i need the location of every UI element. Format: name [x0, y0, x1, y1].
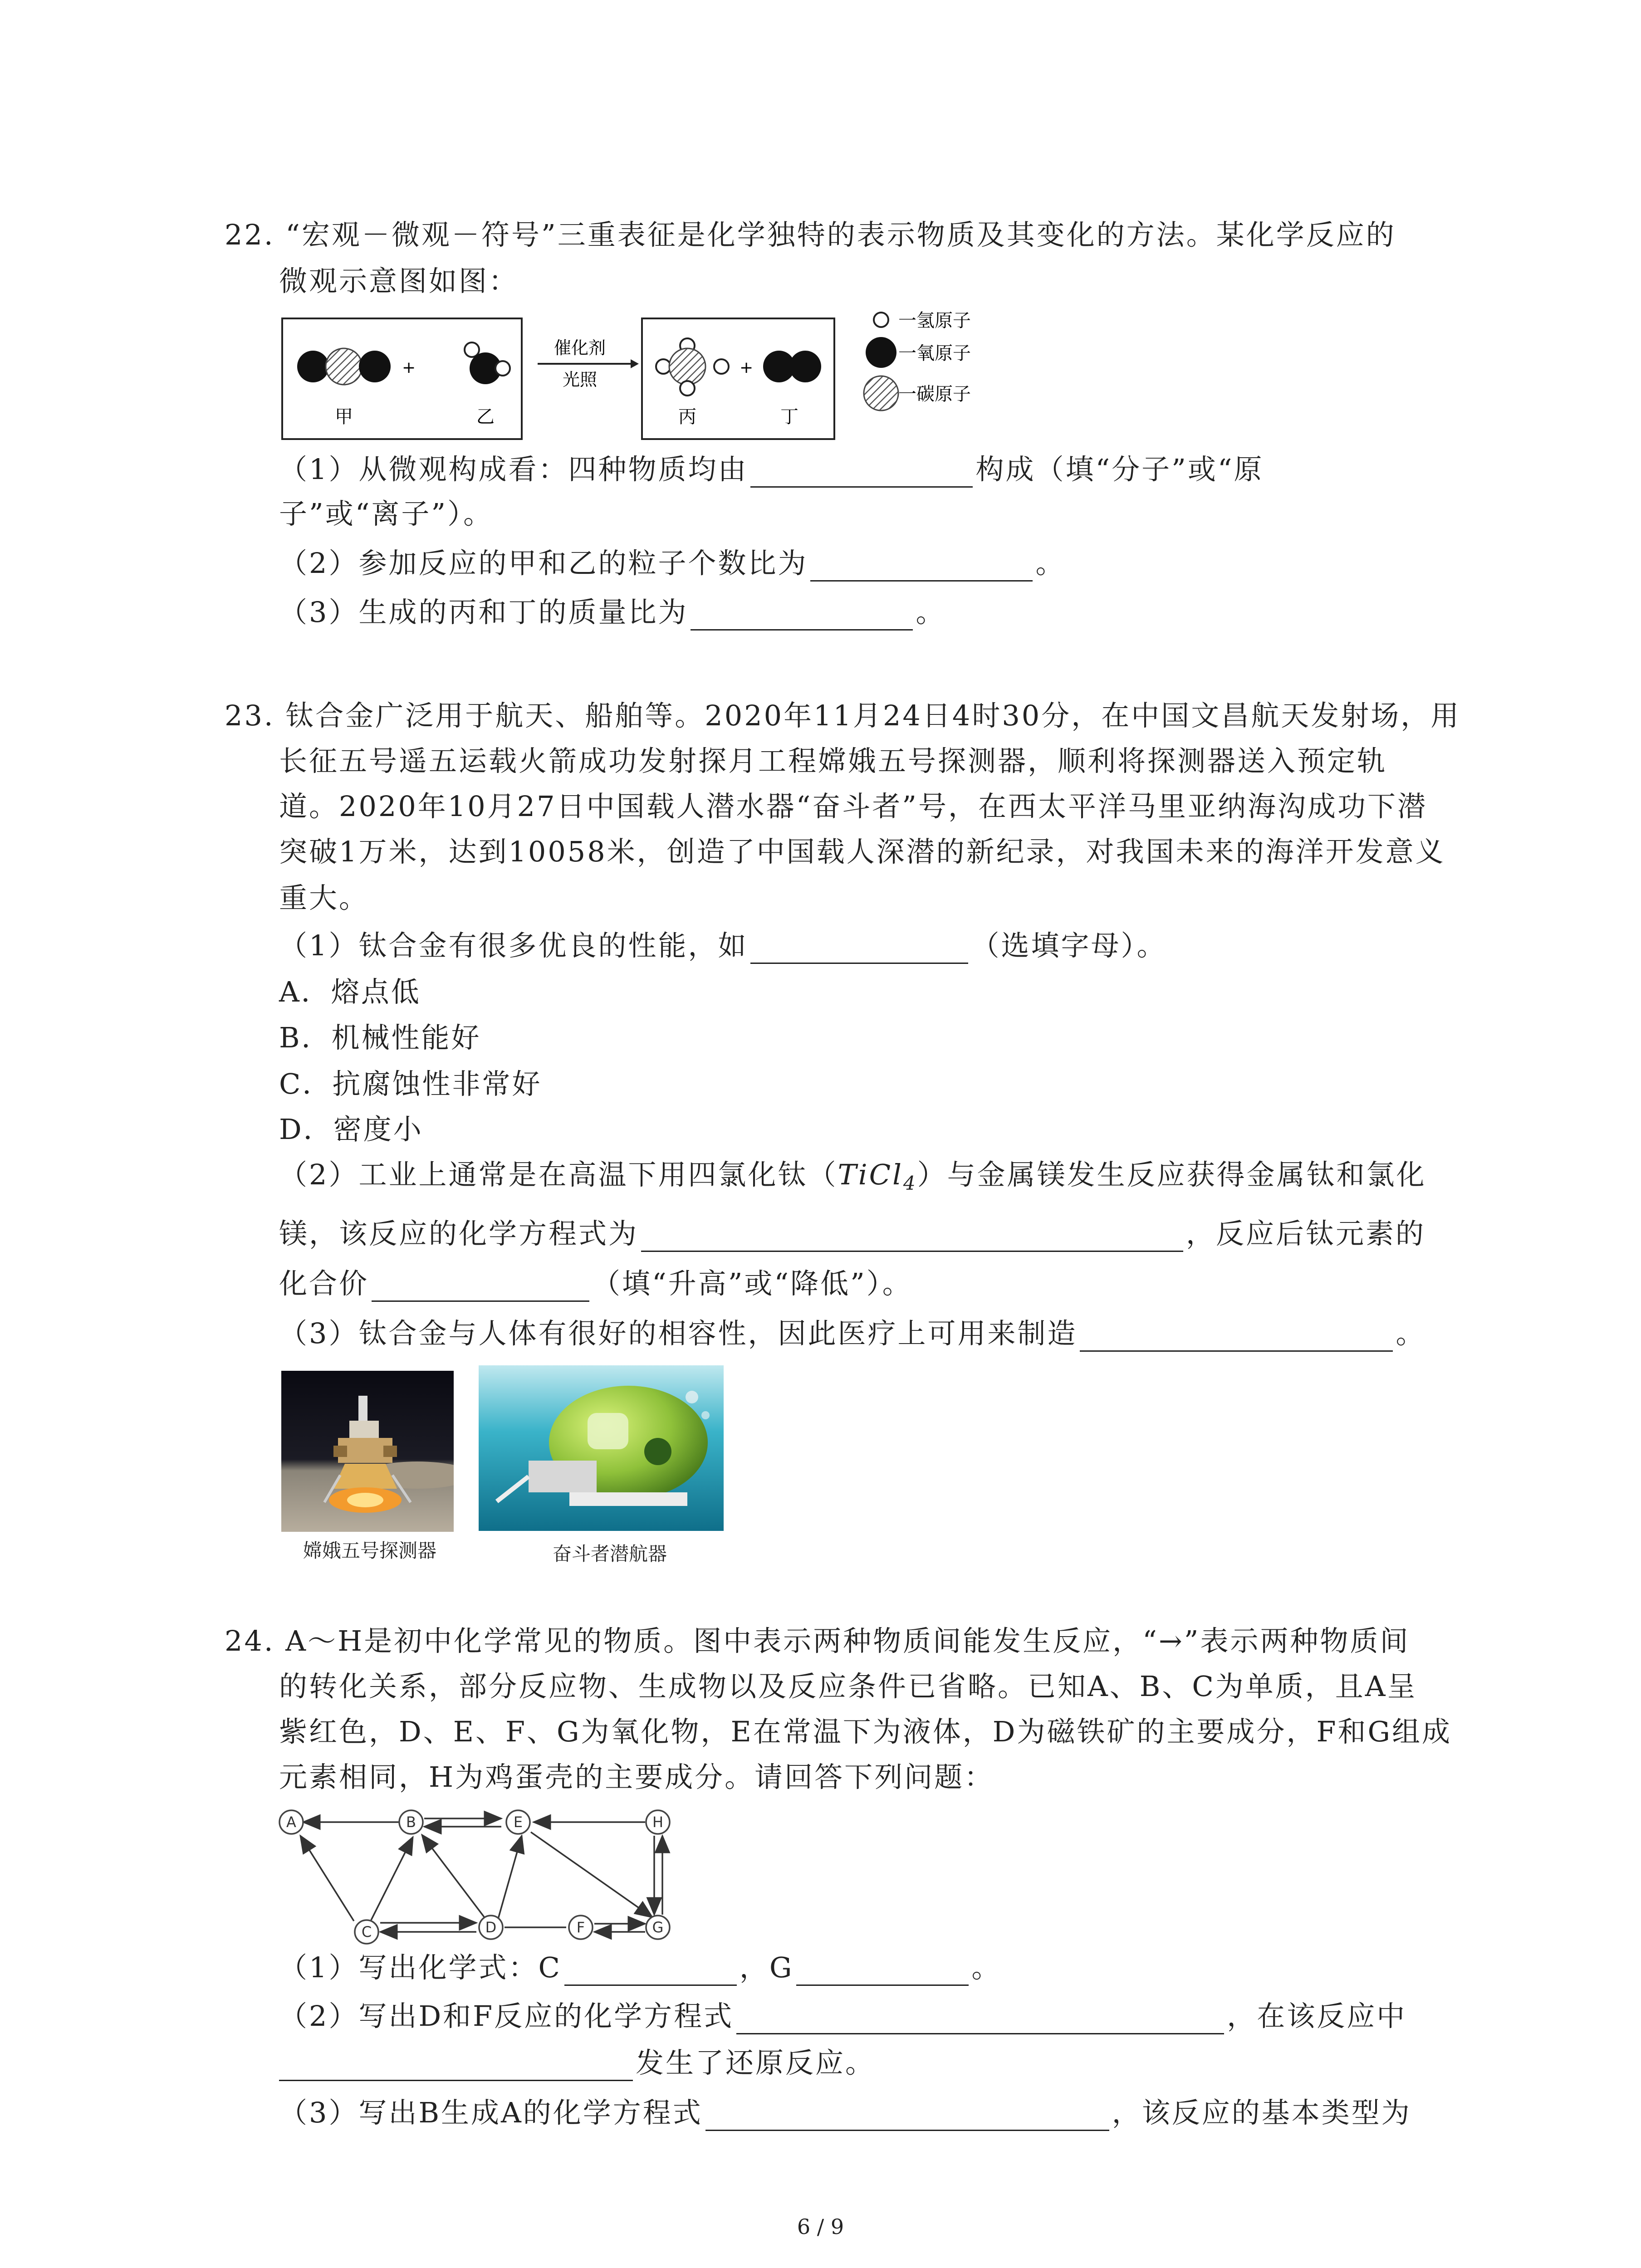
q23-part2-line2: 镁，该反应的化学方程式为 ，反应后钛元素的: [279, 1216, 1425, 1252]
q23-stem-line1: 23. 钛合金广泛用于航天、船舶等。2020年11月24日4时30分，在中国文昌航天发射场，用: [225, 699, 1461, 732]
q22-blank-1[interactable]: [750, 459, 973, 488]
q23-stem-line2: 长征五号遥五运载火箭成功发射探月工程嫦娥五号探测器，顺利将探测器送入预定轨: [279, 744, 1387, 777]
bing-hydrogen-atom-right: [714, 359, 729, 374]
q22-stem-line2: 微观示意图如图：: [279, 264, 519, 298]
jia-carbon-atom: [326, 348, 362, 385]
yi-hydrogen-atom-right: [495, 361, 510, 376]
node-e-label: E: [513, 1813, 523, 1831]
formula-ticl4: TiCl$_4$: [838, 1158, 917, 1194]
node-f-label: F: [576, 1919, 585, 1936]
q22-stem-line1: 22. “宏观－微观－符号”三重表征是化学独特的表示物质及其变化的方法。某化学反应的: [225, 218, 1396, 251]
q23-option-c[interactable]: C．抗腐蚀性非常好: [279, 1067, 542, 1100]
q23-blank-2[interactable]: [641, 1223, 1183, 1252]
legend-carbon-icon: [864, 376, 898, 411]
q23-option-a[interactable]: A．熔点低: [279, 975, 421, 1008]
change5-probe-photo: [281, 1371, 454, 1532]
page-number: 6 / 9: [797, 2214, 844, 2239]
node-g-label: G: [652, 1919, 664, 1936]
node-b-label: B: [406, 1813, 416, 1831]
q23-stem-line5: 重大。: [279, 881, 369, 914]
q24-relation-diagram: [277, 1803, 694, 1948]
q22-part1-line1: （1）从微观构成看：四种物质均由 构成（填“分子”或“原: [279, 451, 1264, 488]
q23-part3: （3）钛合金与人体有很好的相容性，因此医疗上可用来制造 。: [279, 1315, 1425, 1352]
plus-sign-right: +: [740, 358, 754, 377]
bing-carbon-atom: [669, 348, 705, 385]
label-jia: 甲: [335, 406, 353, 427]
caption-fendouzhe: 奋斗者潜航器: [553, 1543, 667, 1565]
node-h-label: H: [652, 1813, 664, 1831]
q23-part1: （1）钛合金有很多优良的性能，如 （选填字母）。: [279, 928, 1166, 964]
q23-blank-1[interactable]: [750, 935, 968, 964]
fendouzhe-submersible-photo: [479, 1365, 724, 1531]
q24-blank-reduced[interactable]: [279, 2053, 633, 2081]
q24-blank-b-a-equation[interactable]: [705, 2102, 1109, 2131]
q23-blank-4[interactable]: [1080, 1323, 1393, 1352]
q22-part1-line2: 子”或“离子”）。: [279, 497, 494, 530]
q22-reaction-diagram: [272, 308, 1007, 449]
q22-blank-3[interactable]: [691, 602, 913, 631]
q24-part3: （3）写出B生成A的化学方程式 ，该反应的基本类型为: [279, 2095, 1411, 2131]
q23-option-b[interactable]: B．机械性能好: [279, 1021, 481, 1054]
q24-stem-line1: 24. A～H是初中化学常见的物质。图中表示两种物质间能发生反应，“→”表示两种物质间: [225, 1624, 1410, 1657]
legend-oxygen-icon: [866, 337, 896, 368]
q23-stem-line3: 道。2020年10月27日中国载人潜水器“奋斗者”号，在西太平洋马里亚纳海沟成功下潜: [279, 790, 1427, 823]
yi-hydrogen-atom-top: [465, 342, 479, 357]
label-bing: 丙: [678, 406, 696, 427]
q24-stem-line2: 的转化关系，部分反应物、生成物以及反应条件已省略。已知A、B、C为单质，且A呈: [279, 1670, 1417, 1703]
q24-stem-line4: 元素相同，H为鸡蛋壳的主要成分。请回答下列问题：: [279, 1760, 994, 1794]
q23-part2-line3: 化合价 （填“升高”或“降低”）。: [279, 1266, 912, 1302]
plus-sign-left: +: [402, 358, 416, 377]
node-c-label: C: [361, 1923, 372, 1941]
label-ding: 丁: [780, 406, 798, 427]
q22-blank-2[interactable]: [810, 553, 1033, 582]
caption-change5: 嫦娥五号探测器: [303, 1540, 437, 1562]
label-yi: 乙: [476, 406, 495, 427]
q22-part3: （3）生成的丙和丁的质量比为 。: [279, 594, 945, 631]
jia-oxygen-atom-left: [297, 351, 329, 382]
q23-stem-line4: 突破1万米，达到10058米，创造了中国载人深潜的新纪录，对我国未来的海洋开发意义: [279, 835, 1445, 868]
ding-oxygen-atom-right: [789, 351, 821, 382]
jia-oxygen-atom-right: [359, 351, 391, 382]
bing-hydrogen-atom-left: [656, 359, 671, 374]
legend-carbon-label: 一碳原子: [898, 384, 971, 405]
q24-blank-g[interactable]: [796, 1957, 969, 1986]
q24-blank-c[interactable]: [564, 1957, 737, 1986]
q23-blank-3[interactable]: [372, 1273, 589, 1302]
node-d-label: D: [485, 1919, 497, 1936]
catalyst-label: 催化剂: [554, 338, 606, 358]
q24-blank-d-f-equation[interactable]: [736, 2006, 1224, 2034]
light-label: 光照: [562, 370, 598, 390]
node-a-label: A: [286, 1813, 296, 1831]
legend-hydrogen-icon: [874, 313, 888, 327]
q23-part2-line1: （2）工业上通常是在高温下用四氯化钛（TiCl$_4$）与金属镁发生反应获得金属钛和氯化: [279, 1158, 1426, 1194]
q22-part2: （2）参加反应的甲和乙的粒子个数比为 。: [279, 545, 1065, 582]
q23-option-d[interactable]: D．密度小: [279, 1113, 423, 1146]
q24-part1: （1）写出化学式：C ，G 。: [279, 1950, 1001, 1986]
bing-hydrogen-atom-bottom: [680, 381, 695, 396]
q24-stem-line3: 紫红色，D、E、F、G为氧化物，E在常温下为液体，D为磁铁矿的主要成分，F和G组成: [279, 1715, 1452, 1748]
legend-hydrogen-label: 一氢原子: [898, 310, 971, 331]
legend-oxygen-label: 一氧原子: [898, 343, 971, 364]
reaction-arrow-head: [631, 359, 639, 368]
q24-part2-line2: 发生了还原反应。: [279, 2045, 875, 2081]
q24-part2-line1: （2）写出D和F反应的化学方程式 ，在该反应中: [279, 1998, 1406, 2034]
